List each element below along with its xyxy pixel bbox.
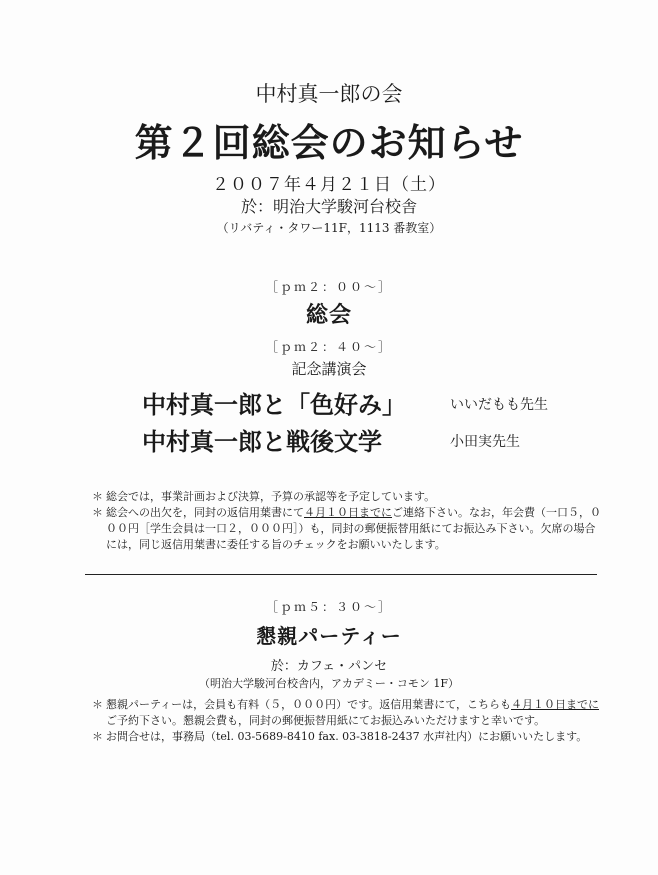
lecture-speaker: 小田実先生 bbox=[450, 434, 520, 450]
note-text: 総会では，事業計画および決算，予算の承認等を予定しています。 bbox=[106, 490, 436, 503]
asterisk-mark: ＊ bbox=[92, 506, 103, 519]
event-date: ２００７年４月２１日（土） bbox=[212, 175, 446, 195]
party-notes bbox=[92, 697, 602, 745]
deadline-text: ４月１０日までに bbox=[304, 506, 392, 519]
note-text: ご連絡下さい。なお，年会費（一口５，０００円［学生会員は一口２，０００円］）も，同封の郵便振替用紙にてお振込み下さい。欠席の場合には，同じ返信用葉書に委任する旨のチェックをお願いいたします。 bbox=[106, 506, 601, 551]
party-venue: 於：カフェ・パンセ bbox=[270, 659, 388, 674]
meeting-heading: 総会 bbox=[305, 302, 352, 328]
lecture-speaker: いいだもも先生 bbox=[450, 397, 548, 413]
note-text: 総会への出欠を，同封の返信用葉書にて bbox=[106, 506, 304, 519]
note-text: 懇親パーティーは，会員も有料（５，０００円）です。返信用葉書にて，こちらも bbox=[106, 698, 512, 711]
organization-name: 中村真一郎の会 bbox=[255, 82, 403, 106]
event-venue: 於：明治大学駿河台校舎 bbox=[240, 197, 417, 216]
meeting-notes bbox=[92, 489, 602, 553]
note-item bbox=[92, 729, 602, 745]
asterisk-mark: ＊ bbox=[92, 730, 103, 743]
lecture-title: 中村真一郎と「色好み」 bbox=[142, 390, 406, 419]
note-item bbox=[92, 505, 602, 553]
lecture-title: 中村真一郎と戦後文学 bbox=[142, 427, 382, 456]
deadline-text: ４月１０日までに bbox=[511, 698, 600, 711]
party-time: ［ｐｍ５：３０～］ bbox=[265, 600, 392, 614]
section-divider bbox=[85, 574, 597, 575]
event-venue-detail: （リバティ・タワー11F，1113 番教室） bbox=[216, 221, 442, 235]
meeting-time: ［ｐｍ２：００～］ bbox=[265, 280, 392, 294]
note-text: お問合せは，事務局（tel. 03-5689-8410 fax. 03-3818-2437 水声社内）にお願いいたします。 bbox=[106, 730, 588, 743]
lecture-time: ［ｐｍ２：４０～］ bbox=[265, 340, 392, 354]
party-heading: 懇親パーティー bbox=[256, 624, 402, 648]
party-venue-detail: （明治大学駿河台校舎内，アカデミー・コモン 1F） bbox=[198, 677, 460, 690]
asterisk-mark: ＊ bbox=[92, 490, 103, 503]
notice-title: 第２回総会のお知らせ bbox=[134, 120, 524, 165]
note-item bbox=[92, 697, 602, 729]
asterisk-mark: ＊ bbox=[92, 698, 103, 711]
note-item bbox=[92, 489, 602, 505]
note-text: ご予約下さい。懇親会費も，同封の郵便振替用紙にてお振込みいただけますと幸いです。 bbox=[106, 714, 546, 727]
lectures-heading: 記念講演会 bbox=[291, 360, 367, 378]
